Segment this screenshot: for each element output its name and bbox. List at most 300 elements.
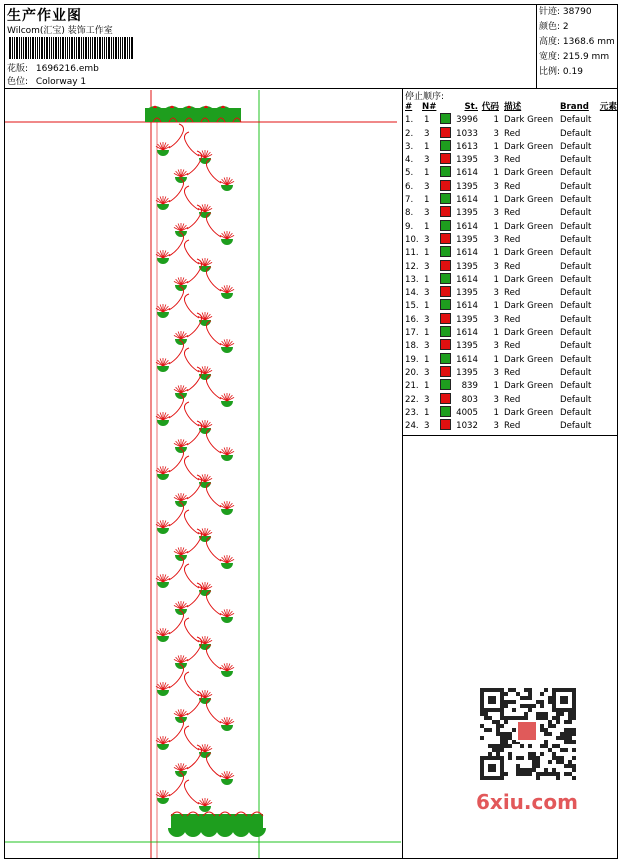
row-needle: 1	[424, 328, 430, 339]
table-row	[405, 128, 617, 141]
row-stitches: 1395	[456, 234, 478, 245]
table-header-row	[405, 101, 617, 114]
row-index: 21.	[405, 381, 419, 392]
color-swatch	[440, 300, 456, 313]
colors-label: 颜色:	[539, 22, 561, 32]
row-code: 1	[493, 248, 499, 259]
color-swatch-icon	[440, 353, 451, 364]
row-index: 17.	[405, 328, 419, 339]
row-index: 13.	[405, 274, 419, 285]
design-panel-divider	[402, 88, 403, 859]
row-stitches: 1395	[456, 261, 478, 272]
row-stitches: 4005	[456, 407, 478, 418]
row-description: Dark Green	[504, 381, 554, 392]
motif-red-tail	[187, 583, 202, 607]
motif-green-fan	[221, 617, 233, 623]
table-row	[405, 354, 617, 367]
row-code: 3	[493, 181, 499, 192]
row-stitches: 1395	[456, 314, 478, 325]
color-swatch-icon	[440, 193, 451, 204]
color-swatch-icon	[440, 220, 451, 231]
row-needle: 3	[424, 261, 430, 272]
motif-red-tail	[187, 475, 202, 499]
motif-red-tail	[187, 745, 202, 769]
row-element	[595, 420, 617, 433]
row-element	[595, 234, 617, 247]
row-needle: 3	[424, 155, 430, 166]
stop-table-bottom	[402, 435, 618, 436]
motif-green-fan	[175, 609, 187, 615]
row-stitches: 1614	[456, 274, 478, 285]
row-stitches: 1614	[456, 168, 478, 179]
color-swatch-icon	[440, 180, 451, 191]
color-swatch	[440, 154, 456, 167]
motif-green-fan	[175, 231, 187, 237]
row-element	[595, 128, 617, 141]
color-swatch-icon	[440, 393, 451, 404]
motif-green-fan	[221, 725, 233, 731]
row-element	[595, 194, 617, 207]
col-header-description: 描述	[504, 102, 522, 112]
row-index: 1.	[405, 115, 414, 126]
color-swatch	[440, 167, 456, 180]
table-row	[405, 234, 617, 247]
row-brand: Default	[560, 381, 592, 392]
row-description: Red	[504, 181, 521, 192]
row-stitches: 1395	[456, 208, 478, 219]
color-swatch-icon	[440, 153, 451, 164]
row-description: Dark Green	[504, 301, 554, 312]
row-element	[595, 274, 617, 287]
motif-green-fan	[157, 204, 169, 210]
row-code: 3	[493, 367, 499, 378]
row-brand: Default	[560, 221, 592, 232]
row-stitches: 1614	[456, 328, 478, 339]
motif-green-fan	[157, 744, 169, 750]
color-swatch	[440, 207, 456, 220]
row-element	[595, 247, 617, 260]
color-swatch-icon	[440, 379, 451, 390]
scallop-green	[168, 828, 186, 837]
row-code: 1	[493, 328, 499, 339]
color-swatch-icon	[440, 286, 451, 297]
row-stitches: 3996	[456, 115, 478, 126]
table-row	[405, 394, 617, 407]
motif-green-fan	[221, 509, 233, 515]
row-code: 3	[493, 155, 499, 166]
motif-red-tail	[185, 672, 200, 696]
color-swatch-icon	[440, 406, 451, 417]
design-file-value: 1696216.emb	[35, 64, 99, 74]
motif-red-tail	[187, 637, 202, 661]
scallop-green	[248, 828, 266, 837]
color-swatch	[440, 340, 456, 353]
row-description: Dark Green	[504, 407, 554, 418]
row-brand: Default	[560, 208, 592, 219]
color-swatch	[440, 420, 456, 433]
row-description: Red	[504, 421, 521, 432]
motif-red-tail	[185, 780, 200, 804]
color-swatch-icon	[440, 326, 451, 337]
row-needle: 1	[424, 301, 430, 312]
row-needle: 1	[424, 168, 430, 179]
row-needle: 1	[424, 407, 430, 418]
motif-red-tail	[185, 294, 200, 318]
row-element	[595, 261, 617, 274]
row-stitches: 1395	[456, 367, 478, 378]
color-swatch	[440, 234, 456, 247]
table-row	[405, 340, 617, 353]
table-row	[405, 300, 617, 313]
color-swatch	[440, 327, 456, 340]
row-stitches: 1614	[456, 248, 478, 259]
row-element	[595, 394, 617, 407]
row-code: 3	[493, 128, 499, 139]
row-description: Dark Green	[504, 274, 554, 285]
row-needle: 1	[424, 274, 430, 285]
row-description: Dark Green	[504, 141, 554, 152]
motif-green-fan	[157, 582, 169, 588]
color-swatch-icon	[440, 419, 451, 430]
motif-red-tail	[187, 151, 202, 175]
color-swatch-icon	[440, 313, 451, 324]
color-swatch	[440, 367, 456, 380]
row-element	[595, 221, 617, 234]
row-brand: Default	[560, 301, 592, 312]
row-needle: 3	[424, 181, 430, 192]
row-description: Dark Green	[504, 115, 554, 126]
row-index: 4.	[405, 155, 414, 166]
table-row	[405, 141, 617, 154]
row-element	[595, 380, 617, 393]
color-swatch	[440, 274, 456, 287]
row-brand: Default	[560, 168, 592, 179]
row-brand: Default	[560, 274, 592, 285]
row-element	[595, 327, 617, 340]
row-description: Red	[504, 128, 521, 139]
row-brand: Default	[560, 181, 592, 192]
row-brand: Default	[560, 328, 592, 339]
motif-green-fan	[157, 312, 169, 318]
table-row	[405, 114, 617, 127]
row-stitches: 1395	[456, 288, 478, 299]
row-index: 14.	[405, 288, 419, 299]
row-element	[595, 141, 617, 154]
motif-red-tail	[187, 529, 202, 553]
row-stitches: 1395	[456, 341, 478, 352]
row-description: Dark Green	[504, 328, 554, 339]
row-index: 3.	[405, 141, 414, 152]
embroidery-design-preview	[5, 90, 401, 858]
motif-red-tail	[185, 240, 200, 264]
colors-value: 2	[562, 22, 569, 32]
header-divider	[4, 88, 618, 89]
row-brand: Default	[560, 248, 592, 259]
row-code: 3	[493, 341, 499, 352]
row-brand: Default	[560, 407, 592, 418]
row-description: Dark Green	[504, 354, 554, 365]
row-description: Dark Green	[504, 195, 554, 206]
colorway-value: Colorway 1	[35, 77, 87, 87]
row-element	[595, 167, 617, 180]
motif-red-tail	[187, 421, 202, 445]
motif-green-fan	[221, 401, 233, 407]
table-row	[405, 207, 617, 220]
table-row	[405, 194, 617, 207]
row-code: 3	[493, 261, 499, 272]
motif-green-fan	[175, 555, 187, 561]
row-description: Red	[504, 208, 521, 219]
row-needle: 1	[424, 141, 430, 152]
row-code: 3	[493, 421, 499, 432]
table-row	[405, 261, 617, 274]
row-index: 20.	[405, 367, 419, 378]
row-needle: 1	[424, 195, 430, 206]
scallop-green	[184, 828, 202, 837]
row-brand: Default	[560, 128, 592, 139]
row-index: 9.	[405, 221, 414, 232]
motif-green-fan	[157, 366, 169, 372]
table-row	[405, 154, 617, 167]
row-description: Red	[504, 367, 521, 378]
row-code: 1	[493, 354, 499, 365]
row-needle: 3	[424, 128, 430, 139]
color-swatch-icon	[440, 140, 451, 151]
row-description: Dark Green	[504, 248, 554, 259]
color-swatch-icon	[440, 273, 451, 284]
motif-green-fan	[175, 339, 187, 345]
row-description: Red	[504, 155, 521, 166]
row-code: 1	[493, 115, 499, 126]
color-swatch-icon	[440, 339, 451, 350]
row-description: Red	[504, 341, 521, 352]
row-index: 18.	[405, 341, 419, 352]
row-brand: Default	[560, 341, 592, 352]
row-element	[595, 207, 617, 220]
row-element	[595, 114, 617, 127]
col-header-stitches: St.	[464, 102, 478, 112]
scale-value: 0.19	[562, 67, 583, 77]
motif-green-fan	[175, 393, 187, 399]
row-index: 2.	[405, 128, 414, 139]
color-swatch-icon	[440, 233, 451, 244]
motif-red-tail	[185, 348, 200, 372]
row-stitches: 1614	[456, 301, 478, 312]
row-brand: Default	[560, 195, 592, 206]
row-needle: 3	[424, 421, 430, 432]
barcode-icon	[9, 37, 134, 59]
row-element	[595, 300, 617, 313]
col-header-needle: N#	[422, 102, 437, 112]
motif-green-fan	[221, 185, 233, 191]
scallop-green	[216, 828, 234, 837]
row-index: 22.	[405, 394, 419, 405]
motif-green-fan	[157, 636, 169, 642]
color-swatch	[440, 354, 456, 367]
row-stitches: 1614	[456, 195, 478, 206]
row-brand: Default	[560, 288, 592, 299]
color-swatch	[440, 287, 456, 300]
motif-green-fan	[175, 285, 187, 291]
motif-red-tail	[187, 205, 202, 229]
row-stitches: 1395	[456, 181, 478, 192]
color-swatch	[440, 247, 456, 260]
row-index: 8.	[405, 208, 414, 219]
row-code: 1	[493, 195, 499, 206]
motif-red-tail	[185, 618, 200, 642]
color-swatch	[440, 181, 456, 194]
motif-green-fan	[221, 563, 233, 569]
colorway-row	[7, 74, 86, 87]
row-element	[595, 340, 617, 353]
bottom-border-band	[171, 814, 263, 828]
row-element	[595, 407, 617, 420]
row-brand: Default	[560, 234, 592, 245]
row-element	[595, 287, 617, 300]
row-brand: Default	[560, 141, 592, 152]
row-index: 24.	[405, 421, 419, 432]
color-swatch	[440, 114, 456, 127]
row-needle: 3	[424, 288, 430, 299]
row-needle: 3	[424, 367, 430, 378]
row-stitches: 1614	[456, 221, 478, 232]
row-brand: Default	[560, 261, 592, 272]
col-header-index: #	[405, 102, 413, 112]
scallop-green	[232, 828, 250, 837]
colorway-label: 色位:	[7, 77, 29, 87]
row-needle: 3	[424, 234, 430, 245]
design-stats	[539, 5, 615, 80]
row-description: Red	[504, 394, 521, 405]
design-file-row	[7, 61, 99, 74]
motif-red-tail	[187, 313, 202, 337]
row-code: 1	[493, 274, 499, 285]
row-brand: Default	[560, 367, 592, 378]
row-stitches: 1614	[456, 354, 478, 365]
motif-red-tail	[185, 186, 200, 210]
motif-green-fan	[175, 447, 187, 453]
motif-green-fan	[157, 690, 169, 696]
row-needle: 1	[424, 381, 430, 392]
watermark-site: 6xiu.com	[476, 790, 578, 814]
color-swatch	[440, 261, 456, 274]
motif-red-tail	[185, 564, 200, 588]
row-code: 1	[493, 141, 499, 152]
motif-red-tail	[185, 402, 200, 426]
motif-red-tail	[185, 456, 200, 480]
row-code: 3	[493, 208, 499, 219]
row-description: Red	[504, 288, 521, 299]
motif-green-fan	[199, 806, 211, 812]
row-stitches: 839	[461, 381, 478, 392]
motif-red-tail	[169, 124, 184, 148]
row-element	[595, 314, 617, 327]
row-code: 3	[493, 314, 499, 325]
color-swatch	[440, 314, 456, 327]
motif-green-fan	[157, 474, 169, 480]
color-swatch	[440, 394, 456, 407]
row-index: 10.	[405, 234, 419, 245]
motif-green-fan	[221, 671, 233, 677]
row-description: Red	[504, 261, 521, 272]
stop-sequence-table	[405, 101, 617, 433]
row-needle: 3	[424, 314, 430, 325]
motif-green-fan	[157, 798, 169, 804]
width-label: 宽度:	[539, 52, 561, 62]
table-row	[405, 380, 617, 393]
row-brand: Default	[560, 394, 592, 405]
row-code: 1	[493, 221, 499, 232]
motif-green-fan	[221, 239, 233, 245]
motif-green-fan	[221, 455, 233, 461]
row-index: 15.	[405, 301, 419, 312]
row-brand: Default	[560, 314, 592, 325]
color-swatch	[440, 128, 456, 141]
width-value: 215.9 mm	[562, 52, 610, 62]
color-swatch	[440, 407, 456, 420]
table-row	[405, 420, 617, 433]
motif-green-fan	[221, 779, 233, 785]
row-element	[595, 181, 617, 194]
motif-green-fan	[157, 420, 169, 426]
row-index: 16.	[405, 314, 419, 325]
row-needle: 3	[424, 341, 430, 352]
row-stitches: 1033	[456, 128, 478, 139]
color-swatch	[440, 221, 456, 234]
row-index: 23.	[405, 407, 419, 418]
motif-red-tail	[185, 726, 200, 750]
table-row	[405, 221, 617, 234]
row-index: 12.	[405, 261, 419, 272]
row-stitches: 1395	[456, 155, 478, 166]
height-label: 高度:	[539, 37, 561, 47]
motif-red-tail	[185, 510, 200, 534]
color-swatch	[440, 141, 456, 154]
motif-green-fan	[175, 177, 187, 183]
row-needle: 1	[424, 221, 430, 232]
row-code: 3	[493, 234, 499, 245]
color-swatch-icon	[440, 366, 451, 377]
motif-green-fan	[157, 150, 169, 156]
row-code: 3	[493, 394, 499, 405]
stop-sequence-title: 停止顺序:	[405, 92, 445, 102]
col-header-brand: Brand	[560, 102, 589, 112]
row-description: Red	[504, 314, 521, 325]
row-code: 1	[493, 407, 499, 418]
row-code: 3	[493, 288, 499, 299]
row-brand: Default	[560, 155, 592, 166]
color-swatch-icon	[440, 113, 451, 124]
motif-green-fan	[175, 717, 187, 723]
motif-green-fan	[175, 663, 187, 669]
motif-red-tail	[185, 132, 200, 156]
row-brand: Default	[560, 354, 592, 365]
motif-green-fan	[157, 258, 169, 264]
motif-green-fan	[175, 771, 187, 777]
color-swatch	[440, 380, 456, 393]
table-row	[405, 314, 617, 327]
row-code: 1	[493, 168, 499, 179]
row-stitches: 1032	[456, 421, 478, 432]
table-row	[405, 367, 617, 380]
stitches-label: 针迹:	[539, 7, 561, 17]
motif-green-fan	[157, 528, 169, 534]
color-swatch	[440, 194, 456, 207]
table-row	[405, 167, 617, 180]
design-file-label: 花版:	[7, 64, 29, 74]
table-row	[405, 181, 617, 194]
row-description: Dark Green	[504, 168, 554, 179]
